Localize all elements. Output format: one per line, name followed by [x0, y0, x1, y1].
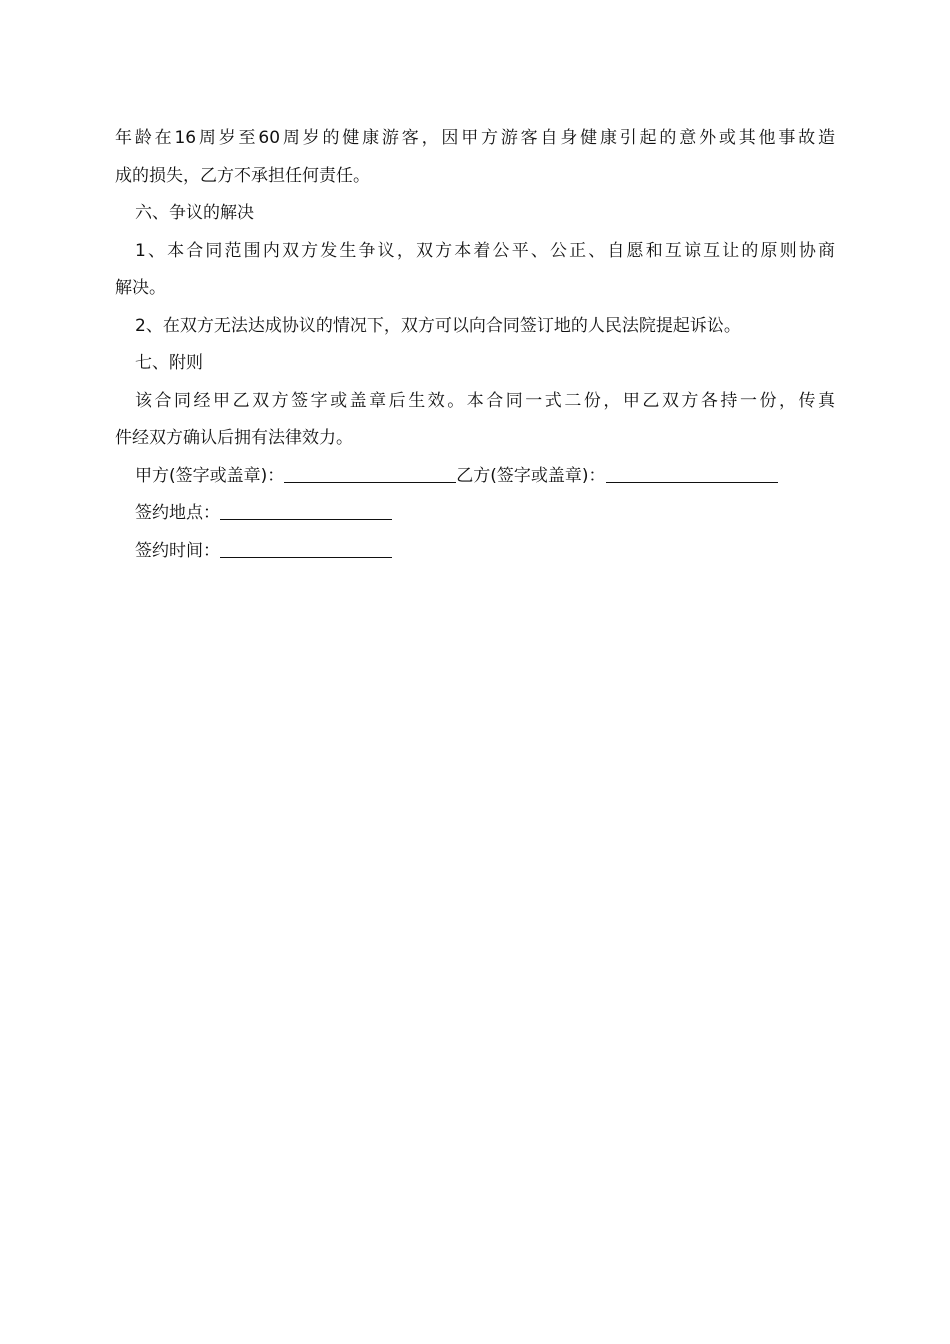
signature-row-time: [115, 533, 835, 571]
clause-five-text-line-1: 年龄在16周岁至60周岁的健康游客，因甲方游客自身健康引起的意外或其他事故造: [115, 128, 835, 148]
signature-row-parties: [115, 458, 835, 496]
party-b-label: 乙方(签字或盖章)：: [456, 465, 606, 486]
signing-place-blank: [220, 497, 392, 520]
signing-time-label: 签约时间：: [135, 540, 220, 561]
section-heading-supplementary: 七、附则: [135, 353, 203, 373]
party-b-signature-blank: [606, 460, 778, 483]
party-a-label: 甲方(签字或盖章)：: [135, 465, 285, 486]
party-a-signature-blank: [284, 460, 456, 483]
contract-body: [115, 120, 835, 570]
clause-five-text-line-2: 成的损失，乙方不承担任何责任。: [115, 165, 370, 186]
dispute-clause-1-line-2: 解决。: [115, 278, 166, 298]
supplementary-text-line-1: 该合同经甲乙双方签字或盖章后生效。本合同一式二份，甲乙双方各持一份，传真: [135, 390, 835, 411]
section-heading-dispute: 六、争议的解决: [135, 203, 254, 223]
signature-row-place: [115, 495, 835, 533]
signing-time-blank: [220, 535, 392, 558]
dispute-clause-1-line-1: 1、本合同范围内双方发生争议，双方本着公平、公正、自愿和互谅互让的原则协商: [135, 240, 835, 261]
signing-place-label: 签约地点：: [135, 503, 220, 523]
dispute-clause-2: 2、在双方无法达成协议的情况下，双方可以向合同签订地的人民法院提起诉讼。: [135, 315, 741, 336]
supplementary-text-line-2: 件经双方确认后拥有法律效力。: [115, 428, 353, 448]
